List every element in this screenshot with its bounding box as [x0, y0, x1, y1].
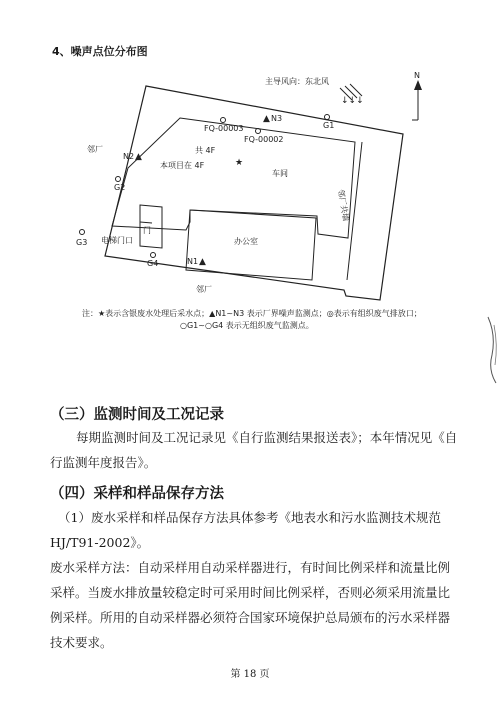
noise-n3-triangle-icon: ▲ [263, 114, 270, 124]
page-number: 第 18 页 [230, 669, 270, 680]
office-label: 办公室 [234, 237, 258, 246]
wind-arrows-icon [340, 84, 364, 106]
noise-n1-label: N1 [187, 257, 199, 266]
g2-label: G2 [114, 183, 126, 192]
g2-circle-icon [116, 177, 121, 182]
wind-direction-label: 主导风向：东北风 [265, 77, 329, 86]
sampling-paragraph-2: 废水采样方法：自动采样用自动采样器进行，有时间比例采样和流量比例采样。当废水排放量较稳定时可采用时间比例采样，否则必须采用流量比例采样。所用的自动采样器必须符合国家环境保护总局颁布的污水采样器技术要求。 [50, 560, 451, 650]
g4-circle-icon [151, 253, 156, 258]
svg-text:↓↓↓: ↓↓↓ [341, 96, 364, 106]
noise-n2-label: N2 [123, 152, 135, 161]
section-title-sampling: （四）采样和样品保存方法 [50, 486, 224, 502]
section-title-monitoring-time: （三）监测时间及工况记录 [50, 407, 224, 423]
wastewater-point-star-icon: ★ [235, 158, 244, 168]
neighbor-left-label: 邻厂 [87, 145, 103, 154]
noise-n2-triangle-icon: ▲ [135, 152, 142, 162]
sampling-paragraph-1: （1）废水采样和样品保存方法具体参考《地表水和污水监测技术规范 HJ/T91-2002》。 [50, 510, 441, 550]
door-label: 门 [143, 226, 151, 235]
g4-label: G4 [147, 259, 159, 268]
fq1-label: FQ-00003 [204, 124, 244, 133]
fq1-outlet-icon [221, 118, 226, 123]
g1-circle-icon [325, 115, 330, 120]
g3-circle-icon [80, 230, 85, 235]
workshop-label: 车间 [272, 169, 288, 178]
map-caption-line2: ○G1~○G4 表示无组织废气监测点。 [180, 321, 314, 330]
project-floor-label: 本项目在 4F [160, 161, 205, 170]
monitoring-time-paragraph: 每期监测时间及工况记录见《自行监测结果报送表》；本年情况见《自行监测年度报告》。 [50, 430, 458, 470]
floor-count-label: 共 4F [195, 146, 216, 155]
page-edge-stamp [486, 315, 500, 385]
g3-label: G3 [76, 238, 88, 247]
fq2-outlet-icon [256, 129, 261, 134]
north-arrow-icon [412, 80, 422, 120]
map-caption-line1: 注：★表示含银废水处理后采水点；▲N1~N3 表示厂界噪声监测点；◎表示有组织废气排放口； [82, 309, 422, 318]
noise-n1-triangle-icon: ▲ [199, 257, 206, 267]
neighbor-right-label: 邻厂共墙 [336, 188, 351, 222]
g1-label: G1 [323, 121, 335, 130]
building-outline [112, 118, 355, 238]
elevator-door-label: 电梯门口 [101, 236, 133, 245]
noise-point-map [0, 0, 500, 350]
noise-n3-label: N3 [271, 114, 283, 123]
fq2-label: FQ-00002 [244, 135, 284, 144]
section-title-noise-map: 4、噪声点位分布图 [52, 45, 148, 58]
neighbor-bottom-label: 邻厂 [196, 285, 212, 294]
north-label: N [414, 71, 420, 80]
